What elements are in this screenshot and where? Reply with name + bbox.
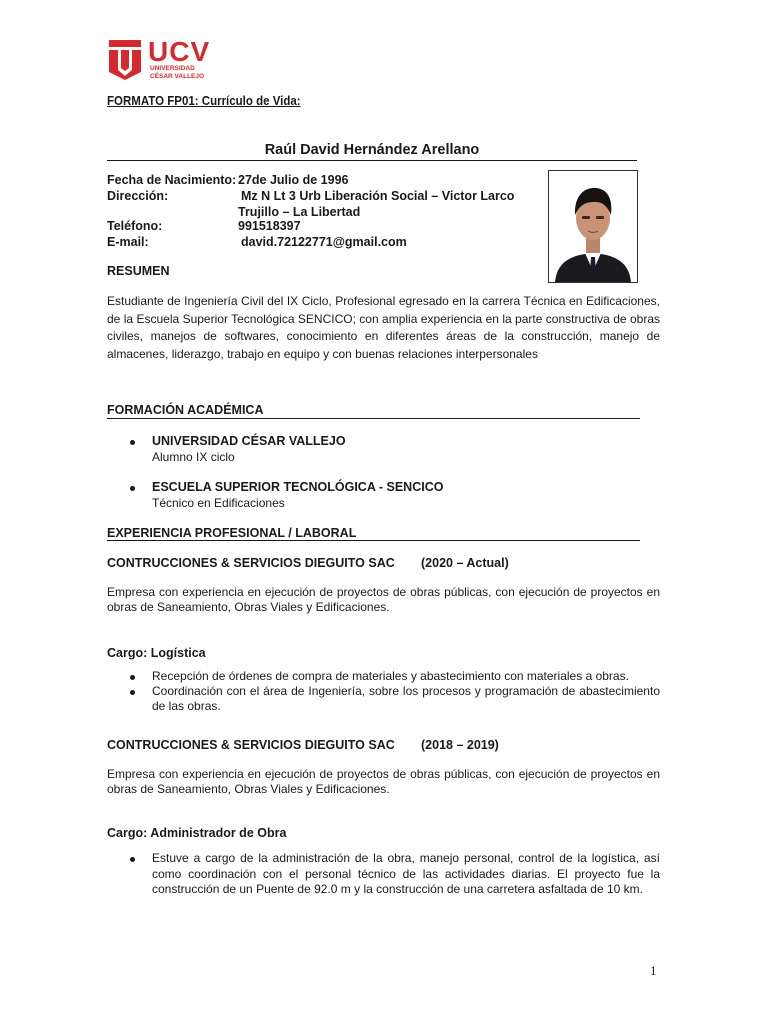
education-heading: FORMACIÓN ACADÉMICA [107, 403, 264, 417]
job-role: Cargo: Administrador de Obra [107, 826, 287, 840]
person-portrait-icon [549, 171, 637, 282]
list-bullet [130, 857, 135, 862]
birth-label: Fecha de Nacimiento: [107, 173, 237, 187]
phone-label: Teléfono: [107, 219, 163, 233]
education-detail: Alumno IX ciclo [152, 450, 235, 464]
job-task: Coordinación con el área de Ingeniería, sobre los procesos y programación de abastecimiento de las obras. [152, 684, 660, 713]
job-company: CONTRUCCIONES & SERVICIOS DIEGUITO SAC [107, 556, 395, 570]
list-bullet [130, 690, 135, 695]
profile-photo [548, 170, 638, 283]
page-number: 1 [650, 963, 657, 978]
education-detail: Técnico en Edificaciones [152, 496, 285, 510]
phone-value: 991518397 [238, 219, 301, 233]
list-bullet [130, 675, 135, 680]
job-period: (2020 – Actual) [421, 556, 509, 570]
address-label: Dirección: [107, 189, 169, 203]
list-bullet [130, 486, 135, 491]
list-bullet [130, 440, 135, 445]
logo-line-2: CÉSAR VALLEJO [150, 72, 205, 80]
education-institution: UNIVERSIDAD CÉSAR VALLEJO [152, 434, 346, 448]
job-task: Recepción de órdenes de compra de materiales y abastecimiento con materiales a obras. [152, 669, 629, 683]
job-description: Empresa con experiencia en ejecución de proyectos de obras públicas, con ejecución de proyectos en obras de Saneamiento, Obras Viales y Edificaciones. [107, 585, 660, 614]
birth-value: 27de Julio de 1996 [238, 173, 349, 187]
logo-line-1: UNIVERSIDAD [150, 65, 195, 72]
job-description: Empresa con experiencia en ejecución de proyectos de obras públicas, con ejecución de proyectos en obras de Saneamiento, Obras Viales y Edificaciones. [107, 767, 660, 796]
person-name: Raúl David Hernández Arellano [264, 142, 480, 158]
email-label: E-mail: [107, 235, 149, 249]
address-line-2: Trujillo – La Libertad [238, 205, 361, 219]
education-institution: ESCUELA SUPERIOR TECNOLÓGICA - SENCICO [152, 480, 444, 494]
name-divider [107, 160, 637, 161]
summary-heading: RESUMEN [107, 264, 170, 278]
job-role: Cargo: Logística [107, 646, 206, 660]
email-value[interactable]: david.72122771@gmail.com [241, 235, 407, 249]
experience-divider [107, 540, 640, 541]
job-period: (2018 – 2019) [421, 738, 499, 752]
summary-text: Estudiante de Ingeniería Civil del IX Ciclo, Profesional egresado en la carrera Técnica en Edificaciones, de la Escuela Superior Tecnológica SENCICO; con amplia experiencia en la parte constructiva de obras civiles, manejos de softwares, conocimiento en diferentes áreas de la construcción, manejo de almacenes, liderazgo, trabajo en equipo y con buenas relaciones interpersonales [107, 294, 660, 361]
education-divider [107, 418, 640, 419]
logo-wordmark: UCV [148, 36, 211, 67]
logo-subtitle [150, 65, 204, 80]
ucv-logo-icon [108, 40, 142, 80]
job-task: Estuve a cargo de la administración de la obra, manejo personal, control de la logística, así como coordinación con el personal técnico de las actividades diarias. El proyecto fue la construcción de un Puente de 92.0 m y la construcción de una carretera asfaltada de 10 km. [152, 851, 660, 896]
experience-heading: EXPERIENCIA PROFESIONAL / LABORAL [107, 526, 357, 540]
format-title: FORMATO FP01: Currículo de Vida: [107, 94, 301, 108]
job-company: CONTRUCCIONES & SERVICIOS DIEGUITO SAC [107, 738, 395, 752]
address-line-1: Mz N Lt 3 Urb Liberación Social – Victor Larco [241, 189, 515, 203]
